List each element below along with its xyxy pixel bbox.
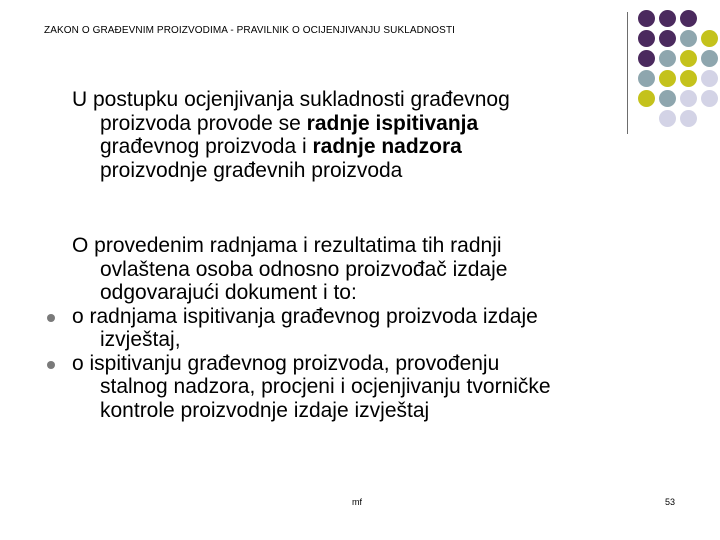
decor-dot xyxy=(680,90,697,107)
slide-header-title: ZAKON O GRAĐEVNIM PROIZVODIMA - PRAVILNIK O OCIJENJIVANJU SUKLADNOSTI xyxy=(44,25,456,36)
decor-dot xyxy=(701,90,718,107)
paragraph-line: izvještaj, xyxy=(100,328,181,351)
bold-term-supervision: radnje nadzora xyxy=(312,135,462,158)
decor-dot xyxy=(659,10,676,27)
decor-dot xyxy=(701,70,718,87)
decor-dot xyxy=(680,50,697,67)
bold-term-testing: radnje ispitivanja xyxy=(306,111,479,135)
paragraph-line: U postupku ocjenjivanja sukladnosti građevnog xyxy=(72,88,510,111)
decor-dot xyxy=(701,50,718,67)
text-run: proizvoda provode se xyxy=(100,111,307,135)
bullet-item xyxy=(44,352,551,376)
footer-author: mf xyxy=(352,497,362,507)
paragraph-line: kontrole proizvodnje izdaje izvještaj xyxy=(100,398,430,422)
paragraph-line xyxy=(72,135,510,159)
decor-dot xyxy=(701,30,718,47)
paragraph-line: O provedenim radnjama i rezultatima tih radnji xyxy=(72,234,502,257)
paragraph-line xyxy=(72,112,510,136)
decor-dot xyxy=(659,30,676,47)
paragraph-line: ovlaštena osoba odnosno proizvođač izdaje xyxy=(100,257,508,281)
decor-dot xyxy=(659,110,676,127)
decor-dot xyxy=(680,70,697,87)
paragraph-line: proizvodnje građevnih proizvoda xyxy=(100,158,403,182)
decor-dot xyxy=(680,30,697,47)
decor-dot xyxy=(659,70,676,87)
text-run: građevnog proizvoda i xyxy=(100,135,313,158)
paragraph-assessment xyxy=(72,88,510,182)
vertical-divider xyxy=(627,12,628,134)
decor-dot xyxy=(638,10,655,27)
decor-dot xyxy=(638,50,655,67)
page-number: 53 xyxy=(665,497,676,507)
bullet-icon xyxy=(47,314,55,322)
decor-dot xyxy=(638,90,655,107)
bullet-item xyxy=(44,305,551,329)
decor-dot xyxy=(659,50,676,67)
decor-dot xyxy=(638,30,655,47)
paragraph-documents xyxy=(72,234,551,422)
bullet-icon xyxy=(47,361,55,369)
decor-dot xyxy=(680,10,697,27)
decor-dot xyxy=(680,110,697,127)
bullet-text: o ispitivanju građevnog proizvoda, provođenju xyxy=(72,351,500,375)
decor-dot xyxy=(659,90,676,107)
bullet-text: o radnjama ispitivanja građevnog proizvoda izdaje xyxy=(72,304,538,328)
paragraph-line: stalnog nadzora, procjeni i ocjenjivanju tvorničke xyxy=(100,375,551,398)
decor-dot xyxy=(638,70,655,87)
paragraph-line: odgovarajući dokument i to: xyxy=(100,281,357,304)
